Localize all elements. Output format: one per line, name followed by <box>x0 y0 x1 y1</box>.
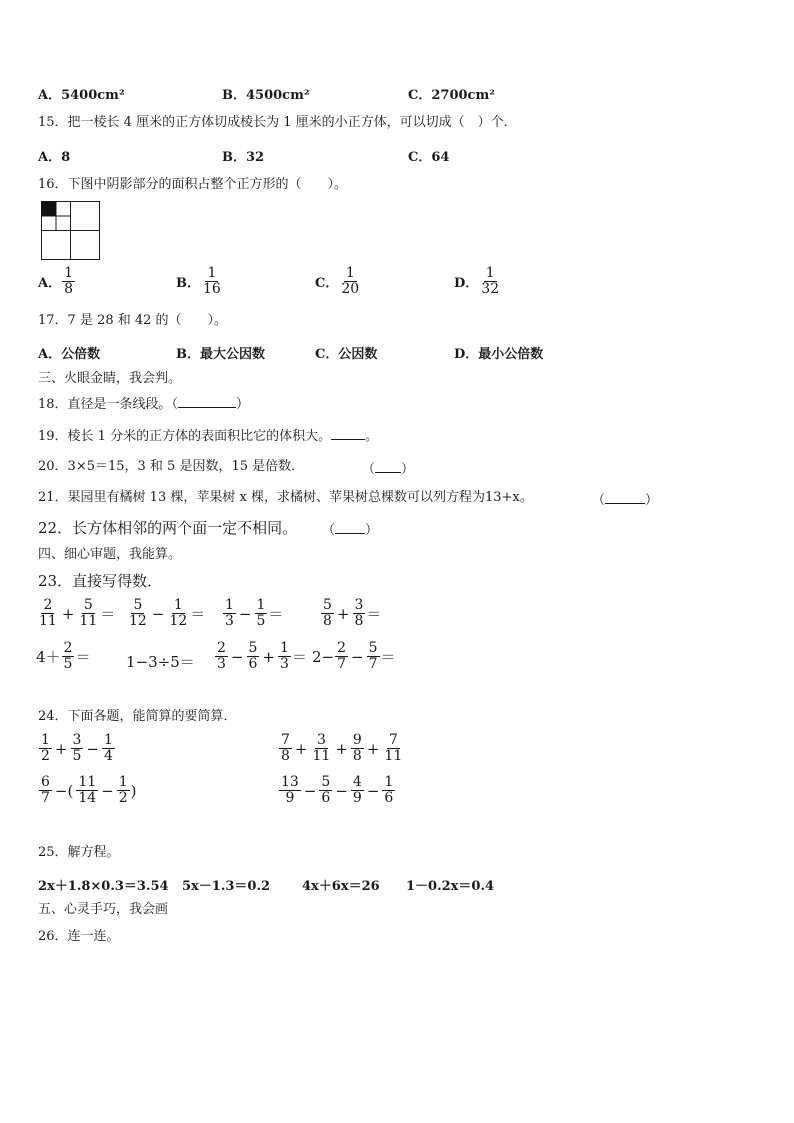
q24-expr-4: $\frac{13}{9}$ − $\frac{5}{6}$ − $\frac{4}{9}$ − $\frac{1}{6}$ <box>281 774 394 806</box>
q15-option-c: C．64 <box>408 150 450 165</box>
q22-answer-blank[interactable]: （ ） <box>322 523 379 538</box>
q16-text: 16．下图中阴影部分的面积占整个正方形的（ ）。 <box>38 177 348 192</box>
q16-option-c: C． $\frac{1}{20}$ <box>315 265 360 297</box>
q21-text: 21．果园里有橘树 13 棵，苹果树 x 棵，求橘树、苹果树总棵数可以列方程为13+x。 <box>38 490 533 505</box>
q15-option-a: A．8 <box>38 150 71 165</box>
q23-expr-4: $\frac{5}{8}$ + $\frac{3}{8}$ ＝ <box>323 597 382 629</box>
q15-option-b: B．32 <box>222 150 265 165</box>
q20-answer-blank[interactable]: （ ） <box>362 462 415 477</box>
section-4-heading: 四、细心审题，我能算。 <box>38 547 182 562</box>
q23-expr-1: $\frac{2}{11}$ + $\frac{5}{11}$ ＝ <box>39 597 116 629</box>
q17-text: 17．7 是 28 和 42 的（ ）。 <box>38 313 228 328</box>
q25-equation-1: 2x＋1.8×0.3＝3.54 <box>38 879 169 894</box>
section-5-heading: 五、心灵手巧，我会画 <box>38 902 169 917</box>
q23-expr-3: $\frac{1}{3}$ − $\frac{1}{5}$ ＝ <box>225 597 284 629</box>
q23-expr-2: $\frac{5}{12}$ − $\frac{1}{12}$ ＝ <box>129 597 206 629</box>
q22-text: 22．长方体相邻的两个面一定不相同。 <box>38 519 298 537</box>
q16-square-figure <box>41 201 101 261</box>
q25-equation-2: 5x－1.3＝0.2 <box>182 879 271 894</box>
q23-expr-5: 4＋ $\frac{2}{5}$ ＝ <box>36 640 91 672</box>
q14-option-b: B．4500cm² <box>222 88 310 103</box>
q20-text: 20．3×5＝15，3 和 5 是因数，15 是倍数． <box>38 459 305 474</box>
q25-text: 25．解方程。 <box>38 845 120 860</box>
q16-option-b: B． $\frac{1}{16}$ <box>176 265 221 297</box>
q17-option-b: B．最大公因数 <box>176 347 265 362</box>
section-3-heading: 三、火眼金睛，我会判。 <box>38 371 182 386</box>
q21-answer-blank[interactable]: （ ） <box>592 493 659 508</box>
q17-option-d: D．最小公倍数 <box>454 347 544 362</box>
q17-option-c: C．公因数 <box>315 347 378 362</box>
q15-text: 15．把一棱长 4 厘米的正方体切成棱长为 1 厘米的小正方体，可以切成（ ）个． <box>38 115 517 130</box>
q24-expr-1: $\frac{1}{2}$ + $\frac{3}{5}$ − $\frac{1}{4}$ <box>41 732 113 764</box>
q18-text: 18．直径是一条线段。（ ） <box>38 397 250 412</box>
q16-option-d: D． $\frac{1}{32}$ <box>454 265 500 297</box>
q23-expr-7: $\frac{2}{3}$ − $\frac{5}{6}$ + $\frac{1}{3}$ ＝ <box>217 640 307 672</box>
q16-option-a: A． $\frac{1}{8}$ <box>38 265 74 297</box>
q24-expr-3: $\frac{6}{7}$ −( $\frac{11}{14}$ − $\frac{1}{2}$ ) <box>41 774 137 806</box>
q19-text: 19．棱长 1 分米的正方体的表面积比它的体积大。 。 <box>38 429 379 444</box>
q24-expr-2: $\frac{7}{8}$ + $\frac{3}{11}$ + $\frac{9}{8}$ + $\frac{7}{11}$ <box>281 732 403 764</box>
q17-option-a: A．公倍数 <box>38 347 101 362</box>
q23-text: 23．直接写得数． <box>38 572 163 590</box>
q14-option-a: A．5400cm² <box>38 88 125 103</box>
q26-text: 26．连一连。 <box>38 929 120 944</box>
q25-equation-3: 4x＋6x＝26 <box>302 879 380 894</box>
q24-text: 24．下面各题，能简算的要简算． <box>38 709 237 724</box>
q25-equation-4: 1－0.2x＝0.4 <box>406 879 495 894</box>
q14-option-c: C．2700cm² <box>408 88 495 103</box>
q23-expr-6: 1−3÷5＝ <box>126 653 195 671</box>
q23-expr-8: 2− $\frac{2}{7}$ − $\frac{5}{7}$ ＝ <box>312 640 396 672</box>
